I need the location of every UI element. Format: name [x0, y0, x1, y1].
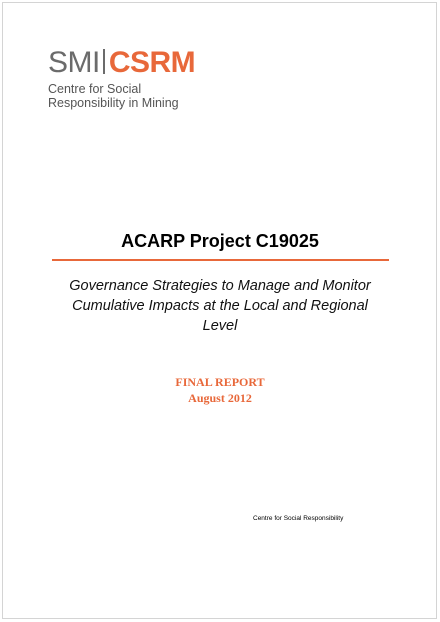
logo-subtitle-line1: Centre for Social — [48, 82, 142, 96]
subtitle-line2: Cumulative Impacts at the Local and Regional — [72, 298, 368, 314]
report-date: August 2012 — [188, 391, 252, 405]
document-title: ACARP Project C19025 — [121, 231, 319, 251]
logo-csrm-text: CSRM — [108, 46, 196, 79]
subtitle-line3: Level — [202, 318, 238, 334]
logo-subtitle — [48, 82, 195, 110]
smi-csrm-logo — [48, 48, 195, 110]
report-type: FINAL REPORT — [175, 375, 265, 389]
logo-subtitle-line2: Responsibility in Mining — [48, 96, 179, 110]
report-info — [0, 374, 440, 406]
logo-separator — [103, 49, 105, 74]
title-divider — [52, 259, 389, 261]
logo-smi-text: SMI — [48, 46, 100, 79]
logo-mark — [48, 48, 195, 78]
footer-organization: Centre for Social Responsibility — [253, 515, 344, 522]
document-subtitle — [60, 276, 380, 336]
subtitle-line1: Governance Strategies to Manage and Monitor — [69, 278, 371, 294]
